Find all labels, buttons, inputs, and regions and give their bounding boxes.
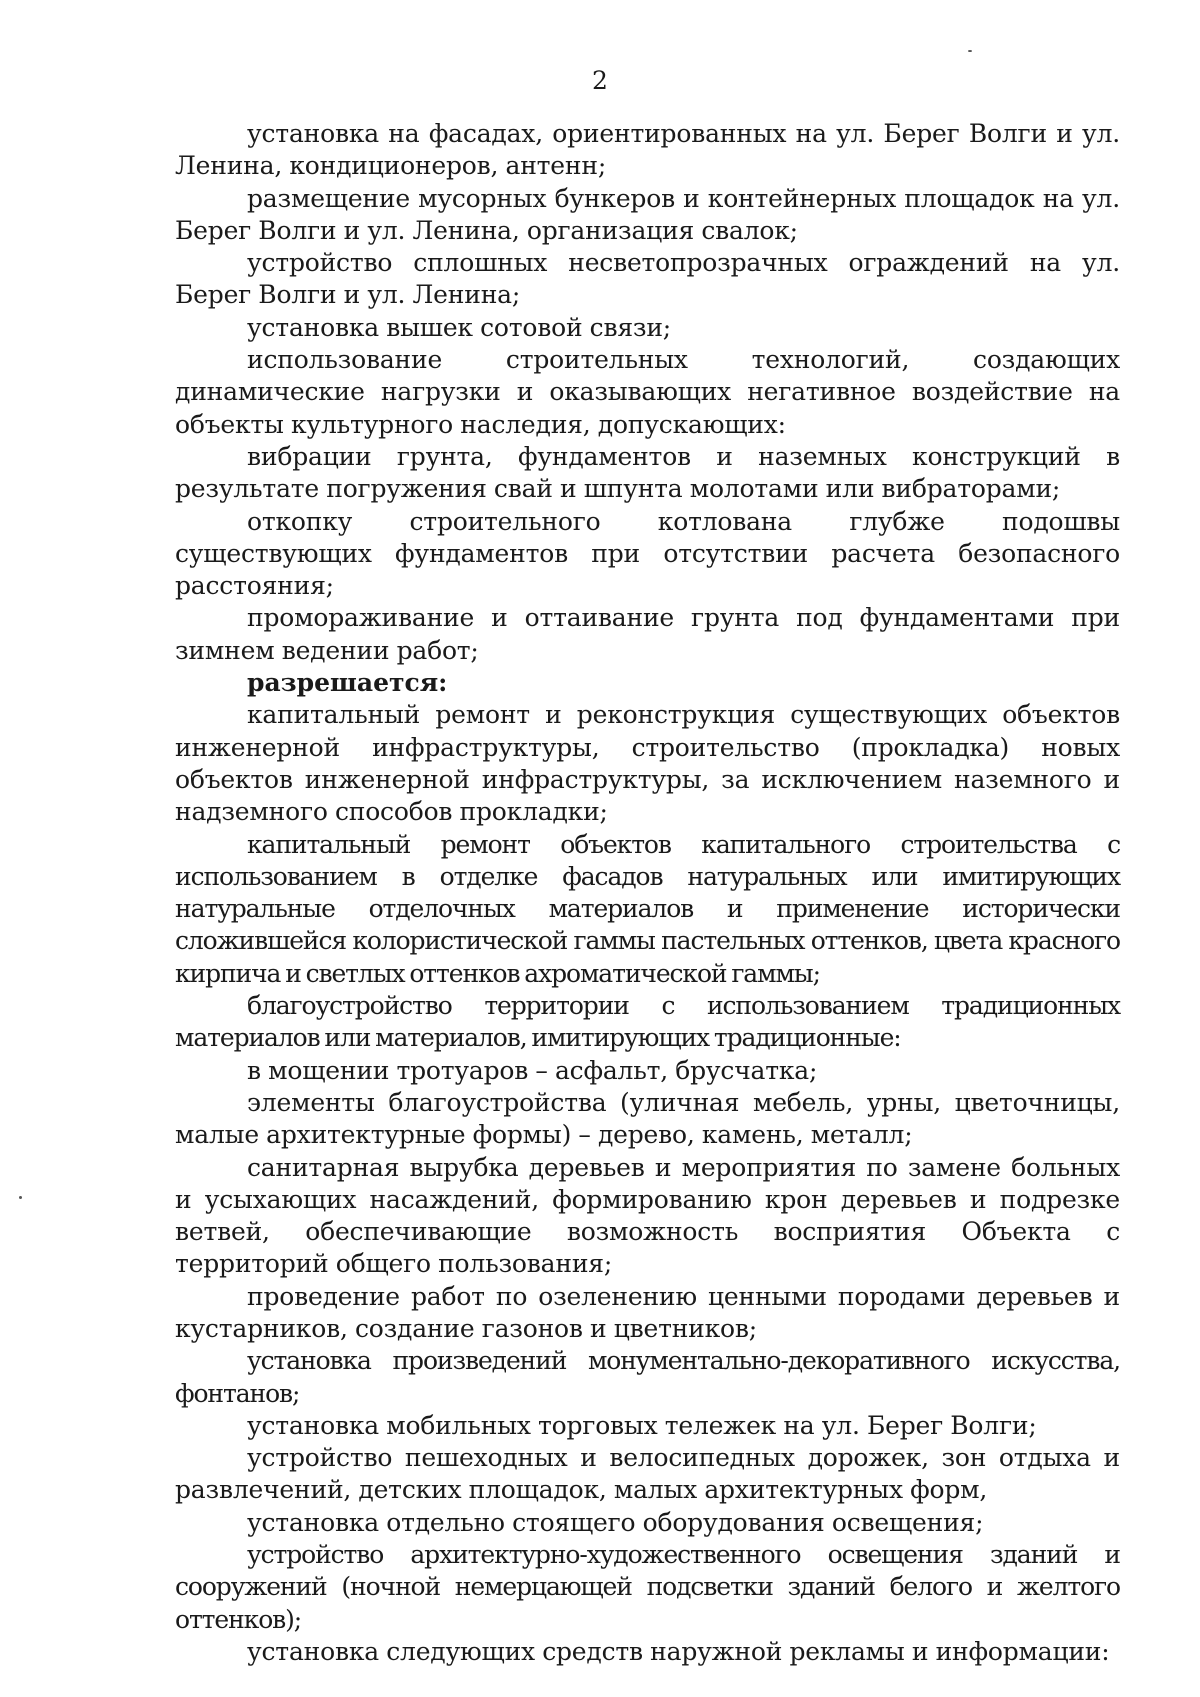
paragraph-list-item: проведение работ по озеленению ценными породами деревьев и кустарников, создание газонов и цветников; xyxy=(175,1281,1120,1343)
paragraph-list-item: в мощении тротуаров – асфальт, брусчатка; xyxy=(247,1055,818,1085)
document-body xyxy=(175,118,1120,1668)
paragraph-list-item: промораживание и оттаивание грунта под фундаментами при зимнем ведении работ; xyxy=(175,603,1120,665)
paragraph-list-item: установка произведений монументально-декоративного искусства, фонтанов; xyxy=(175,1346,1120,1408)
paragraph-list-item: установка вышек сотовой связи; xyxy=(247,312,672,342)
paragraph-list-item: использование строительных технологий, создающих динамические нагрузки и оказывающих негативное воздействие на объекты культурного наследия, допускающих: xyxy=(175,345,1120,439)
paragraph-list-item: капитальный ремонт и реконструкция существующих объектов инженерной инфраструктуры, строительство (прокладка) новых объектов инженерной инфраструктуры, за исключением наземного и надземного способов прокладки; xyxy=(175,700,1120,827)
paragraph-list-item: капитальный ремонт объектов капитального строительства с использованием в отделке фасадов натуральных или имитирующих натуральные отделочных материалов и применение исторически сложившейся колористической гаммы пастельных оттенков, цвета красного кирпича и светлых оттенков ахроматической гаммы; xyxy=(175,829,1120,988)
paragraph-list-item: благоустройство территории с использованием традиционных материалов или материалов, имитирующих традиционные: xyxy=(175,991,1120,1053)
paragraph-list-item: установка мобильных торговых тележек на ул. Берег Волги; xyxy=(247,1410,1037,1440)
paragraph-list-item: устройство архитектурно-художественного освещения зданий и сооружений (ночной немерцающей подсветки зданий белого и желтого оттенков); xyxy=(175,1540,1120,1634)
paragraph-list-item: устройство сплошных несветопрозрачных ограждений на ул. Берег Волги и ул. Ленина; xyxy=(175,248,1120,310)
paragraph-list-item: вибрации грунта, фундаментов и наземных конструкций в результате погружения свай и шпунта молотами или вибраторами; xyxy=(175,441,1120,504)
section-heading-permitted: разрешается: xyxy=(247,668,448,698)
scan-speck xyxy=(19,1196,22,1199)
paragraph-list-item: откопку строительного котлована глубже подошвы существующих фундаментов при отсутствии расчета безопасного расстояния; xyxy=(175,506,1120,601)
paragraph-list-item: размещение мусорных бункеров и контейнерных площадок на ул. Берег Волги и ул. Ленина, организация свалок; xyxy=(175,183,1120,245)
paragraph-list-item: элементы благоустройства (уличная мебель, урны, цветочницы, малые архитектурные формы) – дерево, камень, металл; xyxy=(175,1087,1120,1150)
paragraph-list-item: устройство пешеходных и велосипедных дорожек, зон отдыха и развлечений, детских площадок, малых архитектурных форм, xyxy=(175,1443,1120,1505)
scan-speck xyxy=(968,50,972,52)
paragraph-list-item: санитарная вырубка деревьев и мероприятия по замене больных и усыхающих насаждений, формированию крон деревьев и подрезке ветвей, обеспечивающие возможность восприятия Объекта с территорий общего пользования; xyxy=(175,1152,1120,1279)
paragraph-list-item: установка следующих средств наружной рекламы и информации: xyxy=(247,1636,1110,1666)
paragraph-list-item: установка на фасадах, ориентированных на ул. Берег Волги и ул. Ленина, кондиционеров, антенн; xyxy=(175,119,1120,181)
page-number: 2 xyxy=(592,66,608,95)
paragraph-list-item: установка отдельно стоящего оборудования освещения; xyxy=(247,1507,984,1537)
